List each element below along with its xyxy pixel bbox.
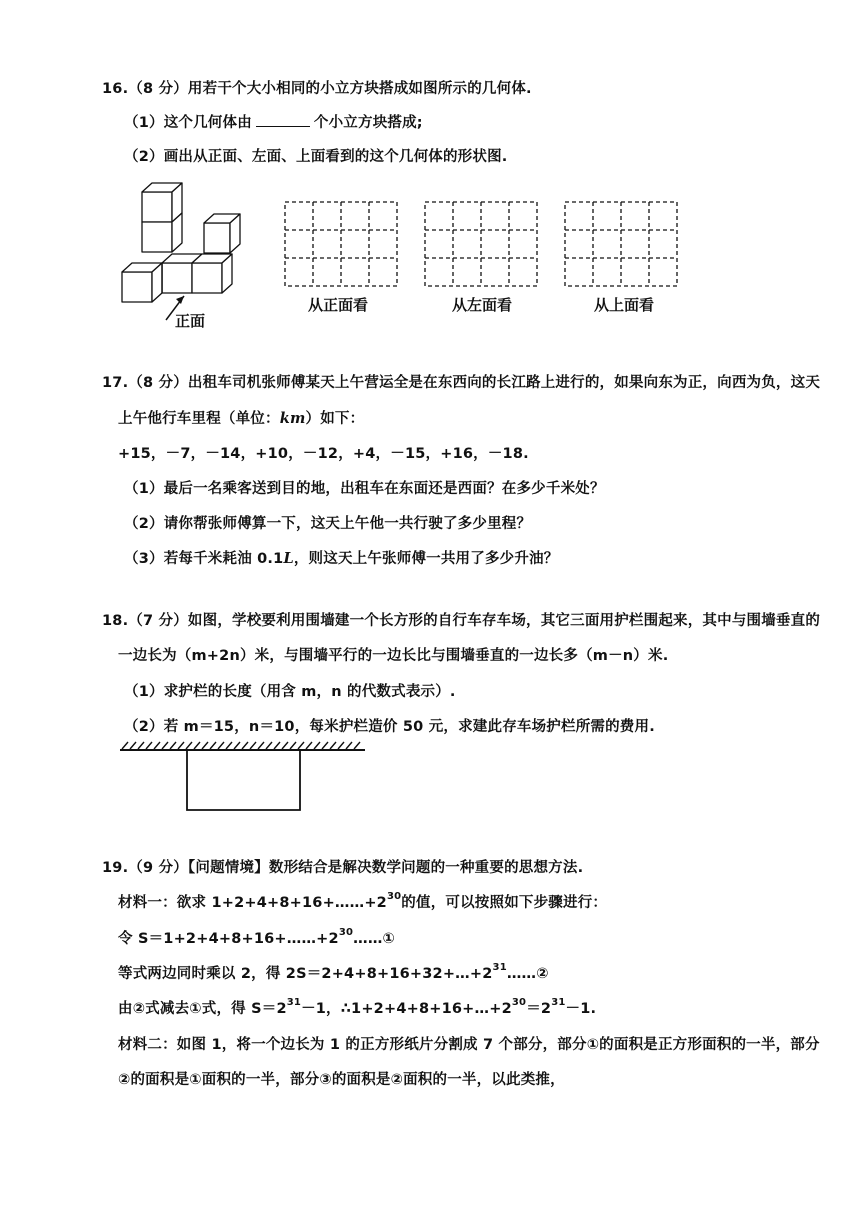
q16-title: 16.（8 分）用若干个大小相同的小立方块搭成如图所示的几何体. xyxy=(102,81,532,97)
grid-label-left: 从左面看 xyxy=(452,296,513,314)
grid-label-top: 从上面看 xyxy=(594,296,655,314)
q19-title: 19.（9 分）【问题情境】数形结合是解决数学问题的一种重要的思想方法. xyxy=(102,860,584,876)
q17-part1: （1）最后一名乘客送到目的地，出租车在东面还是西面？在多少千米处？ xyxy=(124,481,605,497)
q18-title: 18.（7 分）如图，学校要利用围墙建一个长方形的自行车存车场，其它三面用护栏围起来，其中与围墙垂直的 xyxy=(102,613,821,629)
q16-part2: （2）画出从正面、左面、上面看到的这个几何体的形状图. xyxy=(124,149,508,165)
grid-label-front: 从正面看 xyxy=(308,296,369,314)
parking-lot-figure xyxy=(120,740,370,815)
q17-data: +15，－7，－14，+10，－12，+4，－15，+16，－18. xyxy=(118,446,529,462)
q19-step-2s: 等式两边同时乘以 2，得 $2S=2+4+8+16+32+\dots+2^{31}\dots\dots ②$ xyxy=(118,962,549,982)
answer-blank xyxy=(256,113,310,127)
q19-material2-line1: 材料二：如图 1，将一个边长为 1 的正方形纸片分割成 7 个部分，部分①的面积是正方形面积的一半，部分 xyxy=(118,1037,820,1053)
q16-part1: （1）这个几何体由 个小立方块搭成; xyxy=(124,115,423,131)
q19-material1: 材料一：欲求 $1+2+4+8+16+\dots\dots+2^{30}$的值，可以按照如下步骤进行： xyxy=(118,891,608,911)
cube-figure xyxy=(118,180,248,310)
q17-part3: （3）若每千米耗油 0.1L，则这天上午张师傅一共用了多少升油？ xyxy=(124,550,559,567)
q17-title: 17.（8 分）出租车司机张师傅某天上午营运全是在东西向的长江路上进行的，如果向东为正，向西为负，这天 xyxy=(102,375,821,391)
q18-part2: （2）若 m＝15，n＝10，每米护栏造价 50 元，求建此存车场护栏所需的费用. xyxy=(124,719,655,735)
q18-line2: 一边长为（m+2n）米，与围墙平行的一边长比与围墙垂直的一边长多（m－n）米. xyxy=(118,648,669,664)
q19-material2-line2: ②的面积是①面积的一半，部分③的面积是②面积的一半，以此类推， xyxy=(118,1072,565,1088)
view-grid-left xyxy=(424,201,538,287)
q19-step-s: 令 $S=1+2+4+8+16+\dots\dots+2^{30}\dots\dots ①$ xyxy=(118,927,396,947)
q18-part1: （1）求护栏的长度（用含 m，n 的代数式表示）. xyxy=(124,684,456,700)
view-grid-top xyxy=(564,201,678,287)
q17-line2: 上午他行车里程（单位：km）如下： xyxy=(118,410,365,427)
view-grid-front xyxy=(284,201,398,287)
q19-step-result: 由②式减去①式，得 $S=2^{31}-1$，$\therefore 1+2+4+8+16+\dots+2^{30}=2^{31}-1$. xyxy=(118,997,597,1017)
front-label: 正面 xyxy=(175,312,206,330)
q17-part2: （2）请你帮张师傅算一下，这天上午他一共行驶了多少里程？ xyxy=(124,516,532,532)
